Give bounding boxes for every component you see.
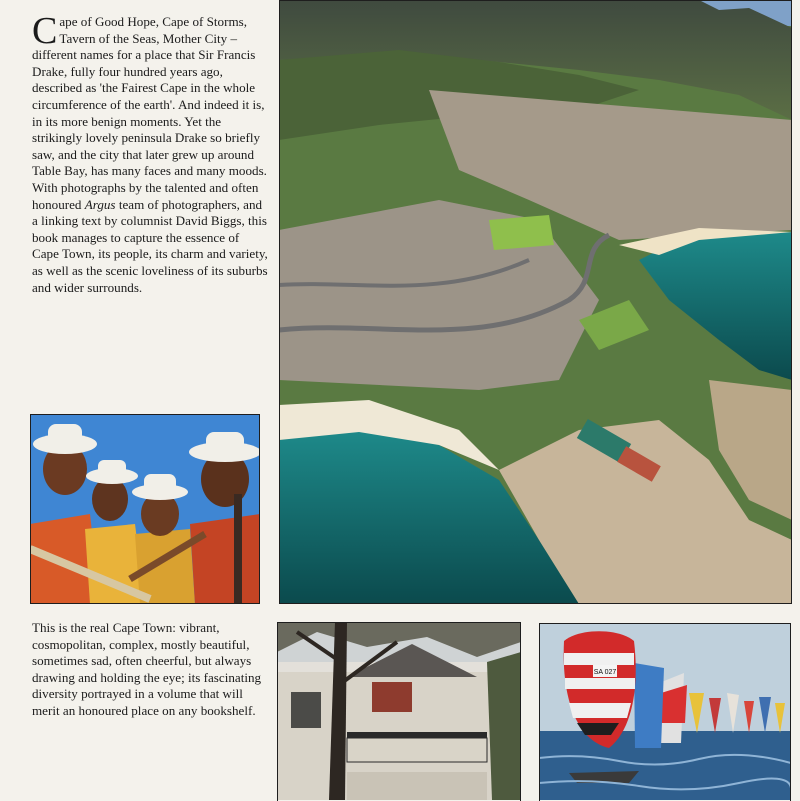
sail-number: SA 027	[593, 669, 617, 676]
minstrel-musicians-photo	[30, 414, 260, 604]
sailing-yachts-photo	[539, 623, 791, 800]
victorian-house-photo	[277, 622, 521, 800]
drop-cap: C	[32, 10, 58, 52]
intro-paragraph-2: With photographs by the talented and often honoured Argus team of photographers, and a linking text by columnist David Biggs, this book manages to capture the essence of Cape Town, its people, its charm and variety, as well as the scenic loveliness of its suburbs and wider surrounds.	[32, 179, 268, 295]
closing-paragraph: This is the real Cape Town: vibrant, cosmopolitan, complex, mostly beautiful, sometimes sad, often cheerful, but always drawing and holding the eye; its fascinating diversity portrayed in a volume that will merit an honoured place on any bookshelf.	[32, 620, 262, 718]
intro-text	[32, 10, 268, 296]
closing-text	[32, 620, 264, 720]
aerial-coastline-photo	[279, 0, 792, 604]
argus-italic: Argus	[84, 196, 116, 212]
intro-paragraph-1: ape of Good Hope, Cape of Storms, Tavern of the Seas, Mother City – different names for a place that Sir Francis Drake, fully four hundred years ago, described as 'the Fairest Cape in the whole circumference of the earth'. And indeed it is, in its more benign moments. Yet the strikingly lovely peninsula Drake so briefly saw, and the city that later grew up around Table Bay, has many faces and many moods.	[32, 14, 267, 179]
